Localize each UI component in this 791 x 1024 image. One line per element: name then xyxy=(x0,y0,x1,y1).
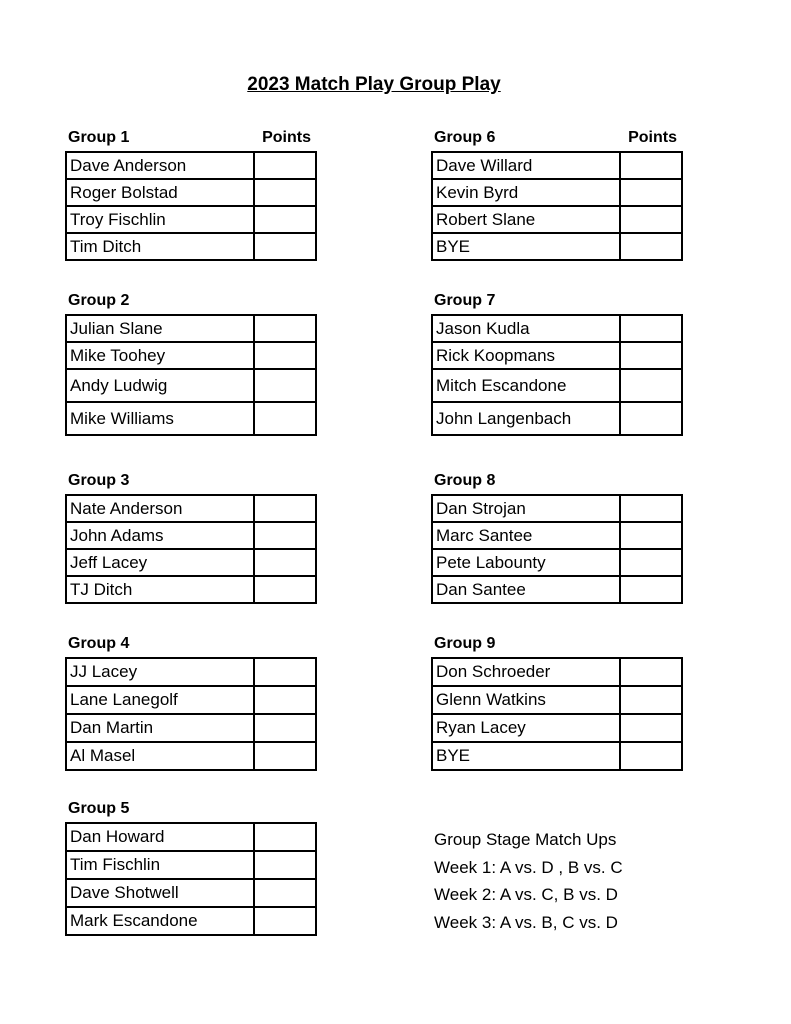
group-table xyxy=(65,494,317,604)
player-name: Dan Santee xyxy=(432,576,620,603)
points-cell[interactable] xyxy=(620,495,682,522)
group-4 xyxy=(65,633,317,771)
player-name: Rick Koopmans xyxy=(432,342,620,369)
group-table xyxy=(431,151,683,261)
player-name: Roger Bolstad xyxy=(66,179,254,206)
points-cell[interactable] xyxy=(254,369,316,402)
player-name: Dave Willard xyxy=(432,152,620,179)
points-cell[interactable] xyxy=(254,714,316,742)
player-name: Jason Kudla xyxy=(432,315,620,342)
points-cell[interactable] xyxy=(254,907,316,935)
points-cell[interactable] xyxy=(254,879,316,907)
points-cell[interactable] xyxy=(254,152,316,179)
player-name: Robert Slane xyxy=(432,206,620,233)
player-name: Jeff Lacey xyxy=(66,549,254,576)
player-name: Lane Lanegolf xyxy=(66,686,254,714)
points-cell[interactable] xyxy=(620,206,682,233)
group-6 xyxy=(431,127,683,261)
points-cell[interactable] xyxy=(254,742,316,770)
player-name: TJ Ditch xyxy=(66,576,254,603)
player-name: BYE xyxy=(432,233,620,260)
points-cell[interactable] xyxy=(620,369,682,402)
group-table xyxy=(65,822,317,936)
player-name: Dave Anderson xyxy=(66,152,254,179)
player-name: Mike Toohey xyxy=(66,342,254,369)
points-header: Points xyxy=(628,129,677,146)
player-name: Ryan Lacey xyxy=(432,714,620,742)
player-name: Dan Howard xyxy=(66,823,254,851)
player-name: Troy Fischlin xyxy=(66,206,254,233)
group-table xyxy=(65,657,317,771)
points-cell[interactable] xyxy=(254,206,316,233)
points-cell[interactable] xyxy=(620,742,682,770)
player-name: JJ Lacey xyxy=(66,658,254,686)
points-cell[interactable] xyxy=(620,686,682,714)
player-name: Kevin Byrd xyxy=(432,179,620,206)
group-3 xyxy=(65,470,317,604)
points-cell[interactable] xyxy=(620,342,682,369)
group-2 xyxy=(65,290,317,436)
group-1 xyxy=(65,127,317,261)
points-cell[interactable] xyxy=(254,823,316,851)
group-table xyxy=(431,494,683,604)
points-cell[interactable] xyxy=(620,522,682,549)
points-cell[interactable] xyxy=(620,179,682,206)
group-label: Group 1 xyxy=(68,129,130,146)
group-7 xyxy=(431,290,683,436)
player-name: Don Schroeder xyxy=(432,658,620,686)
group-label: Group 4 xyxy=(68,635,130,652)
player-name: Tim Fischlin xyxy=(66,851,254,879)
points-cell[interactable] xyxy=(620,658,682,686)
points-cell[interactable] xyxy=(254,233,316,260)
group-label: Group 5 xyxy=(68,800,130,817)
points-cell[interactable] xyxy=(254,576,316,603)
group-9 xyxy=(431,633,683,771)
group-table xyxy=(431,314,683,436)
points-cell[interactable] xyxy=(620,315,682,342)
group-label: Group 9 xyxy=(434,635,496,652)
player-name: Marc Santee xyxy=(432,522,620,549)
points-cell[interactable] xyxy=(254,851,316,879)
points-cell[interactable] xyxy=(254,179,316,206)
group-table xyxy=(431,657,683,771)
match-ups-heading: Group Stage Match Ups xyxy=(434,830,617,849)
points-cell[interactable] xyxy=(254,495,316,522)
group-label: Group 3 xyxy=(68,472,130,489)
player-name: Glenn Watkins xyxy=(432,686,620,714)
player-name: Mark Escandone xyxy=(66,907,254,935)
points-cell[interactable] xyxy=(254,342,316,369)
points-cell[interactable] xyxy=(254,402,316,435)
group-label: Group 6 xyxy=(434,129,496,146)
player-name: Julian Slane xyxy=(66,315,254,342)
points-cell[interactable] xyxy=(620,549,682,576)
points-cell[interactable] xyxy=(254,658,316,686)
group-table xyxy=(65,314,317,436)
player-name: Dan Martin xyxy=(66,714,254,742)
points-cell[interactable] xyxy=(254,686,316,714)
points-cell[interactable] xyxy=(620,152,682,179)
week-3-matchups: Week 3: A vs. B, C vs. D xyxy=(434,912,618,932)
points-cell[interactable] xyxy=(254,315,316,342)
player-name: Nate Anderson xyxy=(66,495,254,522)
points-cell[interactable] xyxy=(254,549,316,576)
group-8 xyxy=(431,470,683,604)
player-name: Andy Ludwig xyxy=(66,369,254,402)
group-5 xyxy=(65,798,317,936)
player-name: John Langenbach xyxy=(432,402,620,435)
points-header: Points xyxy=(262,129,311,146)
group-label: Group 8 xyxy=(434,472,496,489)
match-ups xyxy=(434,826,623,936)
player-name: Mike Williams xyxy=(66,402,254,435)
player-name: Dan Strojan xyxy=(432,495,620,522)
group-label: Group 7 xyxy=(434,292,496,309)
points-cell[interactable] xyxy=(254,522,316,549)
points-cell[interactable] xyxy=(620,233,682,260)
player-name: Dave Shotwell xyxy=(66,879,254,907)
player-name: Al Masel xyxy=(66,742,254,770)
points-cell[interactable] xyxy=(620,576,682,603)
week-1-matchups: Week 1: A vs. D , B vs. C xyxy=(434,857,623,877)
points-cell[interactable] xyxy=(620,714,682,742)
points-cell[interactable] xyxy=(620,402,682,435)
week-2-matchups: Week 2: A vs. C, B vs. D xyxy=(434,885,618,904)
player-name: Tim Ditch xyxy=(66,233,254,260)
player-name: BYE xyxy=(432,742,620,770)
player-name: John Adams xyxy=(66,522,254,549)
player-name: Pete Labounty xyxy=(432,549,620,576)
group-table xyxy=(65,151,317,261)
player-name: Mitch Escandone xyxy=(432,369,620,402)
page-title: 2023 Match Play Group Play xyxy=(247,74,501,95)
group-label: Group 2 xyxy=(68,292,130,309)
